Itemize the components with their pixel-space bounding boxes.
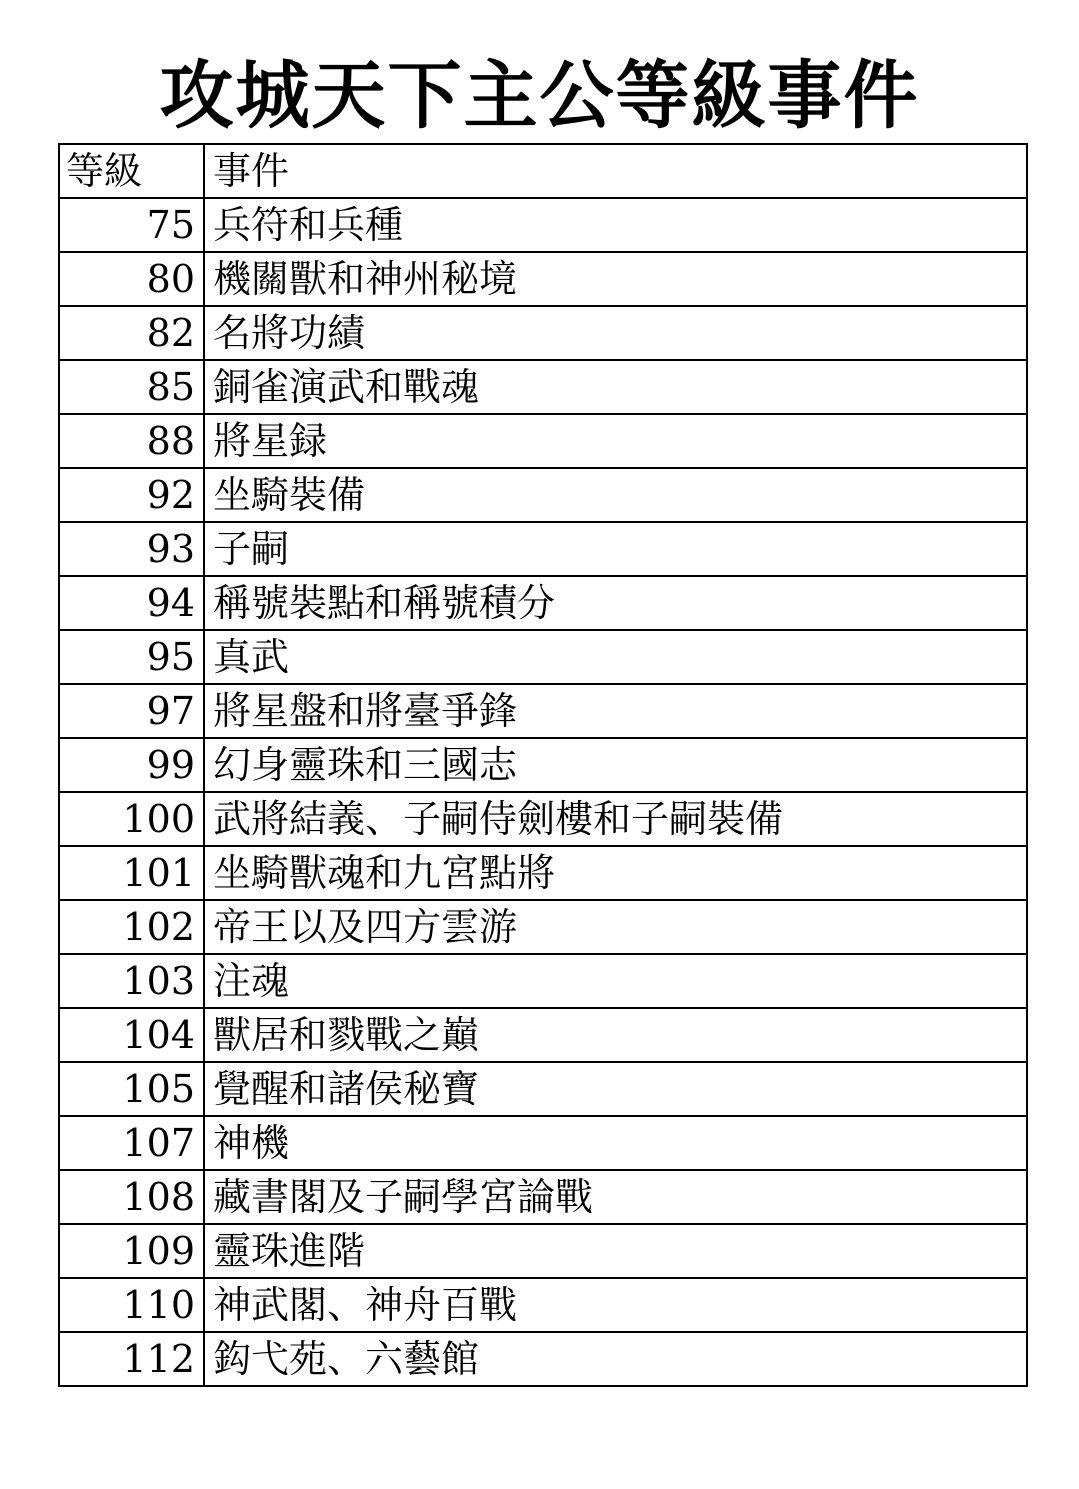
table-row xyxy=(59,684,1027,738)
table-row xyxy=(59,1170,1027,1224)
table-row xyxy=(59,252,1027,306)
level-cell: 75 xyxy=(59,198,204,252)
table-row xyxy=(59,900,1027,954)
event-cell: 獸居和戮戰之巔 xyxy=(204,1008,1027,1062)
table-row xyxy=(59,414,1027,468)
table-row xyxy=(59,576,1027,630)
event-cell: 兵符和兵種 xyxy=(204,198,1027,252)
level-cell: 82 xyxy=(59,306,204,360)
table-row xyxy=(59,630,1027,684)
event-cell: 注魂 xyxy=(204,954,1027,1008)
event-cell: 坐騎獸魂和九宮點將 xyxy=(204,846,1027,900)
table-row xyxy=(59,360,1027,414)
table-row xyxy=(59,306,1027,360)
event-cell: 神機 xyxy=(204,1116,1027,1170)
level-cell: 100 xyxy=(59,792,204,846)
level-cell: 110 xyxy=(59,1278,204,1332)
event-cell: 子嗣 xyxy=(204,522,1027,576)
table-body xyxy=(59,144,1027,1386)
level-cell: 103 xyxy=(59,954,204,1008)
event-cell: 幻身靈珠和三國志 xyxy=(204,738,1027,792)
event-cell: 覺醒和諸侯秘寶 xyxy=(204,1062,1027,1116)
table-header-row xyxy=(59,144,1027,198)
event-cell: 將星録 xyxy=(204,414,1027,468)
event-cell: 鈎弋苑、六藝館 xyxy=(204,1332,1027,1386)
level-cell: 104 xyxy=(59,1008,204,1062)
event-cell: 坐騎裝備 xyxy=(204,468,1027,522)
column-header-event: 事件 xyxy=(204,144,1027,198)
event-cell: 將星盤和將臺爭鋒 xyxy=(204,684,1027,738)
table-row xyxy=(59,1008,1027,1062)
level-cell: 105 xyxy=(59,1062,204,1116)
level-cell: 107 xyxy=(59,1116,204,1170)
level-cell: 80 xyxy=(59,252,204,306)
event-cell: 稱號裝點和稱號積分 xyxy=(204,576,1027,630)
level-events-table xyxy=(58,143,1028,1387)
level-cell: 95 xyxy=(59,630,204,684)
event-cell: 神武閣、神舟百戰 xyxy=(204,1278,1027,1332)
page-title: 攻城天下主公等級事件 xyxy=(159,53,920,139)
level-cell: 112 xyxy=(59,1332,204,1386)
level-cell: 108 xyxy=(59,1170,204,1224)
table-row xyxy=(59,1062,1027,1116)
table-row xyxy=(59,522,1027,576)
level-cell: 109 xyxy=(59,1224,204,1278)
level-cell: 85 xyxy=(59,360,204,414)
level-cell: 92 xyxy=(59,468,204,522)
level-cell: 99 xyxy=(59,738,204,792)
column-header-level: 等級 xyxy=(59,144,204,198)
level-cell: 102 xyxy=(59,900,204,954)
level-cell: 93 xyxy=(59,522,204,576)
event-cell: 武將結義、子嗣侍劍樓和子嗣裝備 xyxy=(204,792,1027,846)
event-cell: 靈珠進階 xyxy=(204,1224,1027,1278)
table-row xyxy=(59,738,1027,792)
table-row xyxy=(59,1332,1027,1386)
event-cell: 名將功績 xyxy=(204,306,1027,360)
event-cell: 機關獸和神州秘境 xyxy=(204,252,1027,306)
table-row xyxy=(59,1116,1027,1170)
event-cell: 銅雀演武和戰魂 xyxy=(204,360,1027,414)
level-cell: 88 xyxy=(59,414,204,468)
event-cell: 帝王以及四方雲游 xyxy=(204,900,1027,954)
level-cell: 101 xyxy=(59,846,204,900)
table-row xyxy=(59,792,1027,846)
event-cell: 真武 xyxy=(204,630,1027,684)
table-row xyxy=(59,1278,1027,1332)
table-row xyxy=(59,1224,1027,1278)
table-row xyxy=(59,468,1027,522)
event-cell: 藏書閣及子嗣學宮論戰 xyxy=(204,1170,1027,1224)
table-row xyxy=(59,954,1027,1008)
level-cell: 94 xyxy=(59,576,204,630)
level-cell: 97 xyxy=(59,684,204,738)
table-row xyxy=(59,198,1027,252)
table-row xyxy=(59,846,1027,900)
